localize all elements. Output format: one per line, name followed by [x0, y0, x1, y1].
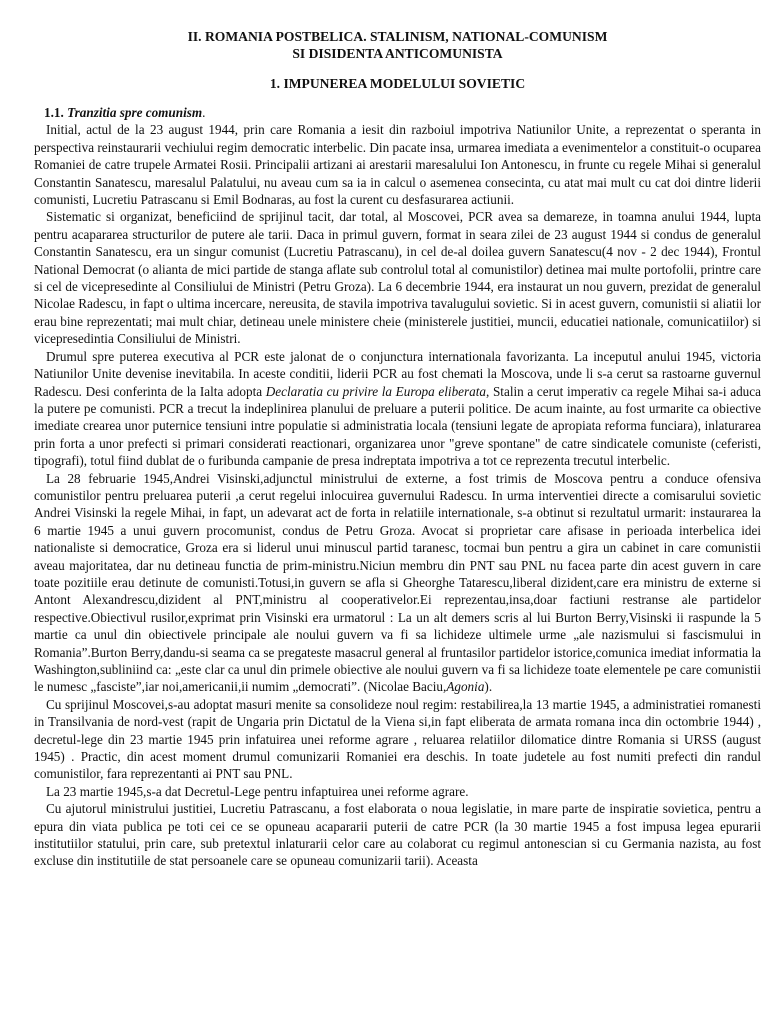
document-page [34, 28, 761, 870]
paragraph-4 [34, 470, 761, 696]
subsection-heading [34, 104, 761, 121]
subsection-title: Tranzitia spre comunism [67, 105, 203, 120]
paragraph-4-text-b: ). [484, 679, 493, 695]
paragraph-2: Sistematic si organizat, beneficiind de sprijinul tacit, dar total, al Moscovei, PCR avea sa demareze, in toamna anului 1944, lupta pentru acapararea structurilor de putere ale tarii. Daca in primul guvern, format in seara zilei de 23 august 1944 si condus de generalul Constantin Sanatescu, era un singur comunist (Lucretiu Patrascanu), in cel de-al doilea guvern Sanatescu(4 nov - 2 dec 1944), Frontul National Democrat (o alianta de mici partide de stanga aflate sub controlul total al comunistilor) detinea mai multe portofolii, printre care si cel de vicepresedinte al Consiliului de Ministri (Petru Groza). La 6 decembrie 1944, era instaurat un nou guvern, prezidat de generalul Nicolae Radescu, in fapt o ultima incercare, nereusita, de stavila impotriva tavalugului sovietic. Si in acest guvern, comunistii si aliatii lor erau bine reprezentati; mai mult chiar, detineau unele ministere cheie (ministerele justitiei, muncii, educatiei nationale, comunicatiilor) si vicepresedintia Consiliului de Ministri. [34, 209, 761, 347]
paragraph-3 [34, 348, 761, 470]
paragraph-5: Cu sprijinul Moscovei,s-au adoptat masuri menite sa consolideze noul regim: restabilirea,la 13 martie 1945, a administratiei romanesti in Transilvania de nord-vest (rapit de Ungaria prin Dictatul de la Viena si,in fapt eliberata de armata romana inca din octombrie 1944) , decretul-lege din 23 martie 1945 prin infatuirea unei reforme agrare , reluarea relatiilor dilomatice dintre Romania si URSS (august 1945) . Practic, din acest moment drumul comunizarii Romaniei era deschis. In toate judetele au fost numiti prefecti din randul comunistilor, fara reprezentanti ai PNT sau PNL. [34, 696, 761, 782]
paragraph-7: Cu ajutorul ministrului justitiei, Lucretiu Patrascanu, a fost elaborata o noua legislatie, in mare parte de inspiratie sovietica, pentru a epura din viata publica pe toti cei ce se opuneau acapararii puterii de catre PCR (la 30 martie 1945 a fost impusa legea epurarii institutiilor statului, prin care, sub pretextul inlaturarii celor care au colaborat cu regimul antonescian si cu Germania nazista, au fost excluse din institutiile de stat persoanele care se opuneau comunizarii tarii). Aceasta [34, 801, 761, 869]
paragraph-4-text-a: La 28 februarie 1945,Andrei Visinski,adjunctul ministrului de externe, a fost trimis de Moscova pentru a conduce ofensiva comunistilor pentru preluarea puterii ,a cerut regelui inlocuirea guvernului Radescu. In urma interventiei directe a comisarului sovietic Andrei Visinski la regele Mihai, in fapt, un adevarat act de forta in relatiile internationale, s-a obtinut si rezultatul urmarit: instaurarea la 6 martie 1945 a unui guvern procomunist, condus de Petru Groza. Avocat si proprietar care afisase in perioada interbelica idei nationaliste si democratice, Groza era si liderul unui minuscul partid taranesc, tocmai bun pentru a gira un cabinet in care comunistii aveau majoritatea, dar nu detineau functia de prim-ministru.Niciun membru din PNT sau PNL nu facea parte din acest guvern in care toate pozitiile erau detinute de comunisti.Totusi,in guvern se afla si Gheorghe Tatarescu,liberal dizident,care era ministru de externe si Antont Alexandrescu,dizident al PNT,ministru al cooperativelor.Ei reprezentau,insa,doar factiuni restranse ale partidelor respective.Obiectivul rusilor,exprimat prin Visinski era urmatorul : La un alt demers scris al lui Burton Berry,Visinski ii raspunde la 5 martie ca unul din obiectivele principale ale noului guvern va fi sa lichideze ultimele urme „ale nazismului si fascismului in Romania”.Burton Berry,dandu-si seama ca se pregateste masacrul general al fruntasilor partidelor istorice,comunica imediat informatia la Washington,subliniind ca: „este clar ca unul din primele obiective ale noului guvern va fi sa lichideze toate elementele pe care comunistii le numesc „fasciste”,iar noi,americanii,ii numim „democrati”. (Nicolae Baciu, [34, 470, 761, 695]
chapter-title-line1: II. ROMANIA POSTBELICA. STALINISM, NATIONAL-COMUNISM [187, 29, 608, 44]
paragraph-3-text-b: , Stalin a cerut imperativ ca regele Mihai sa-i aduca la putere pe comunisti. PCR a trecut la indeplinirea planului de preluare a puterii politice. De acum inainte, au fost urmarite ca obiective imediate crearea unor puternice tensiuni intre populatie si administratia locala (tensiuni legate de apropiata reforma funciara), inlaturarea prin forta a unor prefecti si primari considerati reactionari, organizarea unor "greve spontane" de catre sindicatele comuniste (ceferisti, tipografi), totul fiind dublat de o furibunda campanie de presa indreptata impotriva a tot ce reprezenta trecutul interbelic. [34, 383, 761, 469]
paragraph-3-italic-title: Declaratia cu privire la Europa eliberata [265, 383, 487, 399]
subsection-trailing: . [202, 105, 206, 120]
paragraph-1: Initial, actul de la 23 august 1944, prin care Romania a iesit din razboiul impotriva Natiunilor Unite, a reprezentat o speranta in perspectiva reinstaurarii vechiului regim democratic interbelic. Din pacate insa, urmarea imediata a evenimentelor a constituit-o ocuparea Romaniei de catre trupele Armatei Rosii. Principalii artizani ai arestarii maresalului Ion Antonescu, in frunte cu regele Mihai si generalul Constantin Sanatescu, maresalul Palatului, nu aveau cum sa ia in calcul o asemenea consecinta, cu atat mai mult cu cat doi dintre liderii comunisti, Lucretiu Patrascanu si Emil Bodnaras, au fost la curent cu desfasurarea actiunii. [34, 122, 761, 208]
chapter-title [34, 28, 761, 62]
chapter-title-line2: SI DISIDENTA ANTICOMUNISTA [292, 46, 503, 61]
subsection-number: 1.1. [44, 105, 68, 120]
paragraph-3-text-a: Drumul spre puterea executiva al PCR este jalonat de o conjunctura internationala favorizanta. La inceputul anului 1945, victoria Natiunilor Unite devenise inevitabila. In aceste conditii, liderii PCR au fost chemati la Moscova, unde li s-a cerut sa rastoarne guvernul Radescu. Desi conferinta de la Ialta adopta [34, 348, 761, 399]
paragraph-6: La 23 martie 1945,s-a dat Decretul-Lege pentru infaptuirea unei reforme agrare. [46, 783, 469, 799]
paragraph-4-italic-title: Agonia [446, 679, 485, 695]
section-title: 1. IMPUNEREA MODELULUI SOVIETIC [269, 76, 526, 91]
